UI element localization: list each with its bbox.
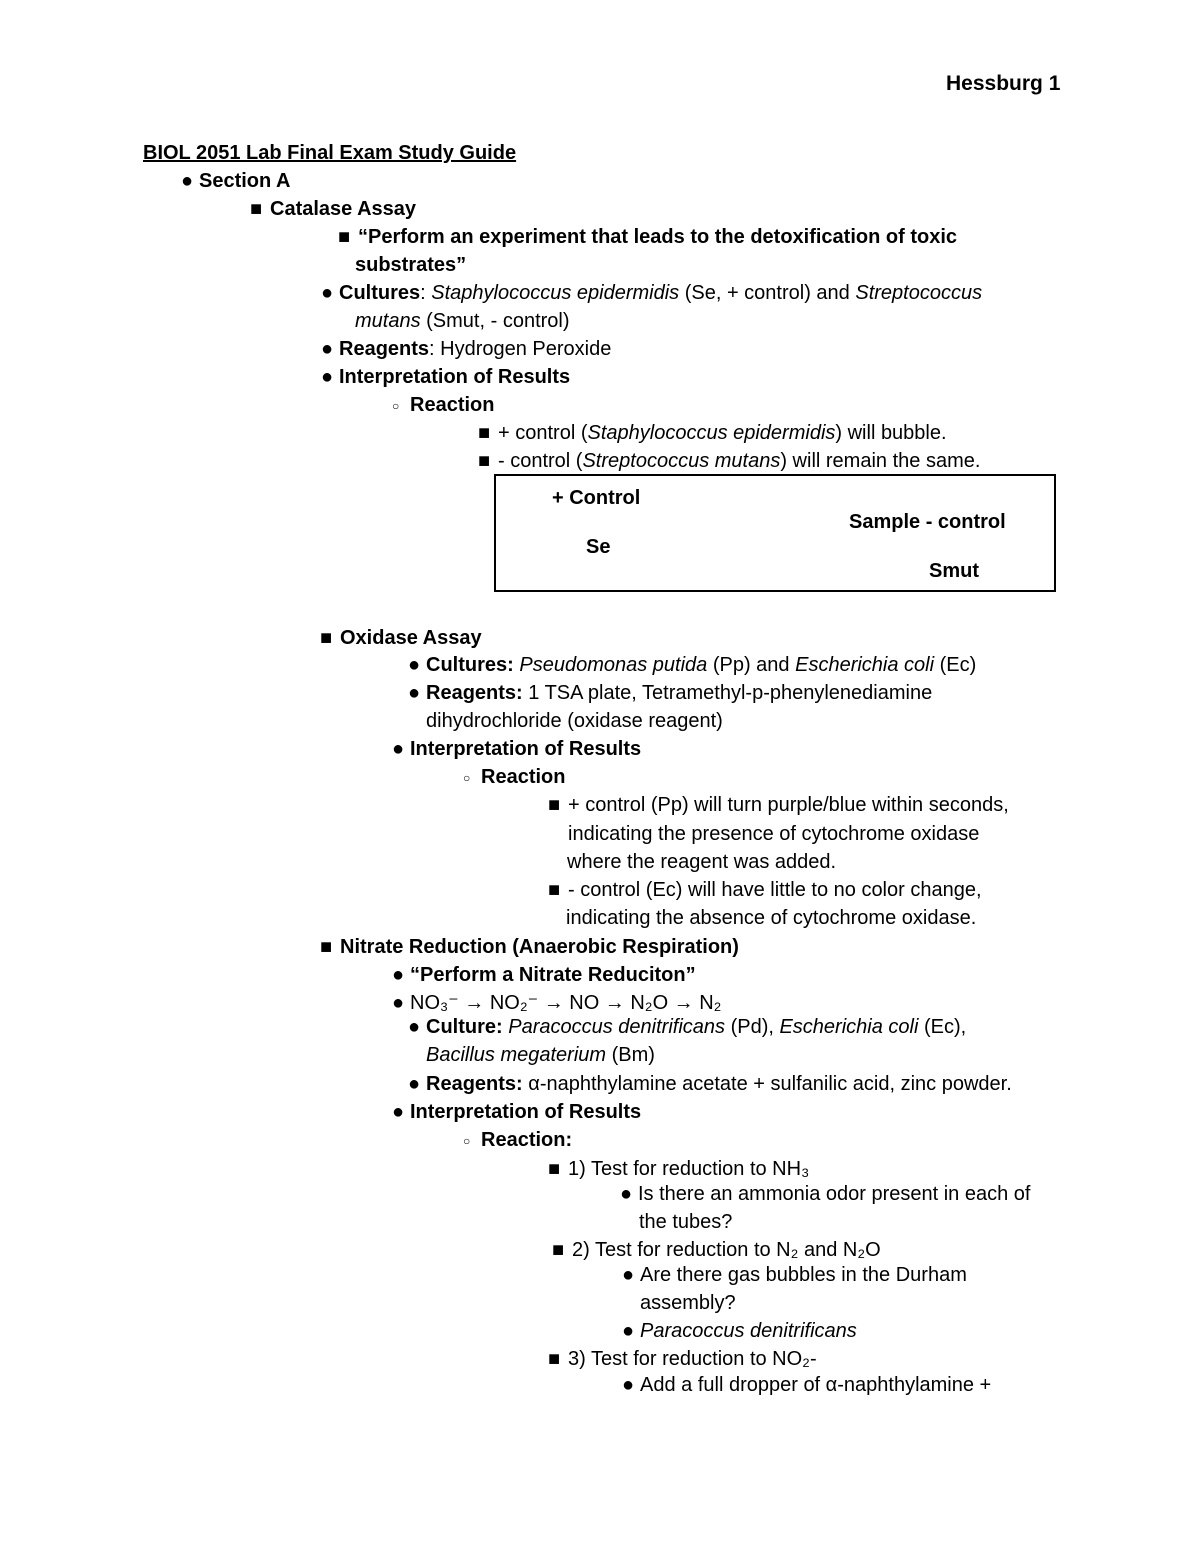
catalase-quote: ■ “Perform an experiment that leads to the detoxification of toxic	[338, 223, 957, 251]
square-bullet-icon: ■	[548, 1348, 561, 1370]
oxidase-positive-result: ■ + control (Pp) will turn purple/blue within seconds,	[548, 791, 1009, 819]
nitrate-interpretation: ● Interpretation of Results	[392, 1098, 641, 1126]
square-bullet-icon: ■	[250, 198, 263, 220]
bullet-icon: ●	[181, 170, 194, 192]
bullet-icon: ●	[408, 1073, 421, 1095]
box-se: Se	[586, 536, 611, 558]
bullet-icon: ●	[408, 682, 421, 704]
nitrate-test-2-organism: ● Paracoccus denitrificans	[622, 1317, 857, 1345]
nitrate-quote: ● “Perform a Nitrate Reduciton”	[392, 961, 696, 989]
catalase-interpretation: ● Interpretation of Results	[321, 363, 570, 391]
bullet-icon: ●	[622, 1320, 635, 1342]
section-a-label: Section A	[199, 170, 291, 192]
bullet-icon: ●	[622, 1374, 635, 1396]
oxidase-heading: ■ Oxidase Assay	[320, 624, 482, 652]
box-sample-control: Sample - control	[849, 511, 1006, 533]
nitrate-test-2-question-cont: assembly?	[640, 1292, 736, 1314]
catalase-positive-result: ■ + control (Staphylococcus epidermidis) will bubble.	[478, 419, 947, 447]
square-bullet-icon: ■	[478, 422, 491, 444]
oxidase-positive-cont-2: where the reagent was added.	[567, 851, 837, 873]
bullet-icon: ●	[620, 1183, 633, 1205]
nitrate-test-3: ■ 3) Test for reduction to NO₂-	[548, 1345, 817, 1373]
square-bullet-icon: ■	[548, 1158, 561, 1180]
circle-bullet-icon: ○	[392, 398, 400, 413]
circle-bullet-icon: ○	[463, 1133, 471, 1148]
nitrate-test-3-step: ● Add a full dropper of α-naphthylamine +	[622, 1371, 991, 1399]
oxidase-positive-cont-1: indicating the presence of cytochrome oxidase	[568, 823, 980, 845]
nitrate-pathway: ● NO₃⁻ → NO₂⁻ → NO → N₂O → N₂	[392, 989, 721, 1017]
nitrate-test-1-question-cont: the tubes?	[639, 1211, 733, 1233]
section-a-heading	[181, 167, 291, 195]
oxidase-reaction: ○ Reaction	[463, 763, 565, 792]
document-title: BIOL 2051 Lab Final Exam Study Guide	[143, 142, 517, 164]
bullet-icon: ●	[321, 366, 334, 388]
nitrate-test-2-question: ● Are there gas bubbles in the Durham	[622, 1261, 967, 1289]
nitrate-test-1-question: ● Is there an ammonia odor present in each of	[620, 1180, 1030, 1208]
bullet-icon: ●	[392, 738, 405, 760]
bullet-icon: ●	[392, 992, 405, 1014]
box-smut: Smut	[929, 560, 979, 582]
square-bullet-icon: ■	[338, 226, 351, 248]
nitrate-test-1: ■ 1) Test for reduction to NH₃	[548, 1155, 809, 1183]
catalase-heading: ■ Catalase Assay	[250, 195, 416, 223]
bullet-icon: ●	[408, 654, 421, 676]
box-plus-control: + Control	[552, 487, 641, 509]
page-header: Hessburg 1	[946, 72, 1061, 95]
catalase-reaction: ○ Reaction	[392, 391, 494, 420]
square-bullet-icon: ■	[320, 936, 333, 958]
nitrate-reagents: ● Reagents: α-naphthylamine acetate + sulfanilic acid, zinc powder.	[408, 1070, 1012, 1098]
square-bullet-icon: ■	[552, 1239, 565, 1261]
bullet-icon: ●	[321, 282, 334, 304]
nitrate-culture-cont: Bacillus megaterium (Bm)	[426, 1044, 655, 1066]
catalase-cultures-cont: mutans (Smut, - control)	[355, 310, 570, 332]
nitrate-culture: ● Culture: Paracoccus denitrificans (Pd), Escherichia coli (Ec),	[408, 1013, 966, 1041]
bullet-icon: ●	[622, 1264, 635, 1286]
bullet-icon: ●	[408, 1016, 421, 1038]
oxidase-negative-cont: indicating the absence of cytochrome oxidase.	[566, 907, 977, 929]
square-bullet-icon: ■	[548, 794, 561, 816]
nitrate-reaction: ○ Reaction:	[463, 1126, 572, 1155]
catalase-reagents: ● Reagents: Hydrogen Peroxide	[321, 335, 611, 363]
nitrate-heading: ■ Nitrate Reduction (Anaerobic Respiration)	[320, 933, 739, 961]
bullet-icon: ●	[392, 964, 405, 986]
catalase-negative-result: ■ - control (Streptococcus mutans) will remain the same.	[478, 447, 980, 475]
oxidase-reagents-cont: dihydrochloride (oxidase reagent)	[426, 710, 723, 732]
square-bullet-icon: ■	[320, 627, 333, 649]
catalase-quote-cont: substrates”	[355, 254, 467, 276]
circle-bullet-icon: ○	[463, 770, 471, 785]
oxidase-negative-result: ■ - control (Ec) will have little to no color change,	[548, 876, 982, 904]
oxidase-reagents: ● Reagents: 1 TSA plate, Tetramethyl-p-phenylenediamine	[408, 679, 932, 707]
square-bullet-icon: ■	[548, 879, 561, 901]
oxidase-cultures: ● Cultures: Pseudomonas putida (Pp) and Escherichia coli (Ec)	[408, 651, 976, 679]
bullet-icon: ●	[321, 338, 334, 360]
catalase-cultures: ● Cultures: Staphylococcus epidermidis (Se, + control) and Streptococcus	[321, 279, 982, 307]
oxidase-interpretation: ● Interpretation of Results	[392, 735, 641, 763]
square-bullet-icon: ■	[478, 450, 491, 472]
bullet-icon: ●	[392, 1101, 405, 1123]
nitrate-test-2: ■ 2) Test for reduction to N₂ and N₂O	[552, 1236, 881, 1264]
